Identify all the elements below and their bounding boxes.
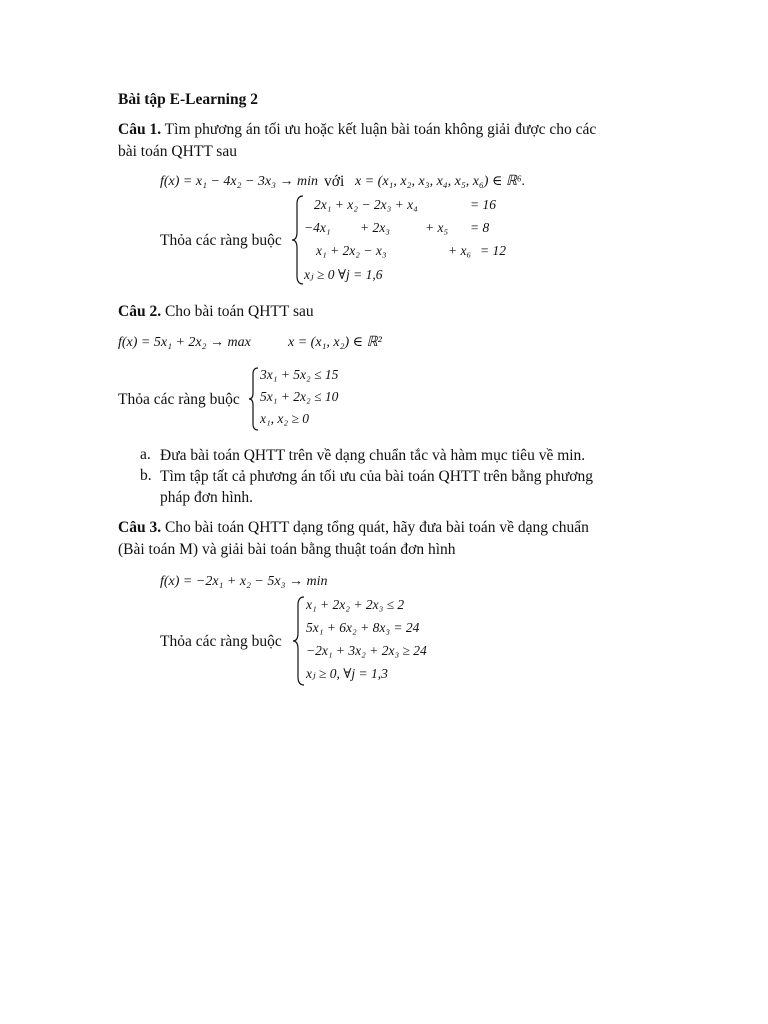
q2-objective: f(x) = 5x₁ + 2x₂ → max [118, 335, 251, 350]
q1-domain: x = (x₁, x₂, x₃, x₄, x₅, x₆) ∈ ℝ⁶. [355, 174, 526, 189]
q1-c3-rhs: = 12 [480, 243, 506, 258]
document-title: Bài tập E-Learning 2 [118, 91, 258, 108]
q1-c2-lhs: −4x₁ [304, 220, 331, 235]
q1-text: Tìm phương án tối ưu hoặc kết luận bài toán không giải được cho các [161, 121, 597, 138]
q3-c3: −2x₁ + 3x₂ + 2x₃ ≥ 24 [306, 643, 427, 658]
q3-objective: f(x) = −2x₁ + x₂ − 5x₃ → min [160, 574, 328, 589]
q2-label: Câu 2. [118, 303, 162, 320]
q1-c3-lhs: x₁ + 2x₂ − x₃ [316, 243, 387, 258]
q1-brace [291, 194, 305, 286]
q3-c1: x₁ + 2x₂ + 2x₃ ≤ 2 [306, 597, 405, 612]
q2-domain: x = (x₁, x₂) ∈ ℝ² [288, 335, 382, 350]
q2-item-b-text-line1: Tìm tập tất cả phương án tối ưu của bài toán QHTT trên bằng phương [160, 468, 594, 485]
q3-text: Cho bài toán QHTT dạng tổng quát, hãy đưa bài toán về dạng chuẩn [161, 519, 589, 536]
q3-label: Câu 3. [118, 519, 162, 536]
q1-prompt-line1 [118, 120, 596, 140]
q2-text: Cho bài toán QHTT sau [161, 303, 314, 320]
q2-constraint-label: Thỏa các ràng buộc [118, 391, 240, 408]
q2-brace [248, 366, 260, 432]
q1-objective: f(x) = x₁ − 4x₂ − 3x₃ → min [160, 174, 319, 189]
q2-item-a-mark: a. [140, 446, 151, 463]
q2-c1: 3x₁ + 5x₂ ≤ 15 [260, 367, 339, 382]
q1-label: Câu 1. [118, 121, 162, 138]
q1-c2-rhs: = 8 [470, 220, 490, 235]
q3-prompt-line2: (Bài toán M) và giải bài toán bằng thuật toán đơn hình [118, 541, 456, 558]
q3-brace [292, 595, 306, 687]
q1-constraint-label: Thỏa các ràng buộc [160, 232, 282, 249]
q3-c4: xⱼ ≥ 0, ∀j = 1,3 [306, 666, 388, 681]
q1-c1-lhs: 2x₁ + x₂ − 2x₃ + x₄ [314, 197, 418, 212]
q1-c3-x6: + x₆ [448, 243, 472, 258]
q1-c1-rhs: = 16 [470, 197, 496, 212]
q3-prompt-line1 [118, 518, 589, 538]
q1-c2-mid: + 2x₃ [360, 220, 390, 235]
q2-c3: x₁, x₂ ≥ 0 [260, 411, 310, 426]
q2-item-a-text: Đưa bài toán QHTT trên về dạng chuẩn tắc và hàm mục tiêu về min. [160, 447, 586, 464]
q2-prompt [118, 302, 314, 322]
q3-c2: 5x₁ + 6x₂ + 8x₃ = 24 [306, 620, 420, 635]
q2-item-b-text-line2: pháp đơn hình. [160, 489, 254, 506]
q1-c4: xⱼ ≥ 0 ∀j = 1,6 [304, 267, 383, 282]
q1-prompt-line2: bài toán QHTT sau [118, 143, 237, 160]
q2-c2: 5x₁ + 2x₂ ≤ 10 [260, 389, 339, 404]
q3-constraint-label: Thỏa các ràng buộc [160, 633, 282, 650]
q2-item-b-mark: b. [140, 467, 152, 484]
q1-c2-x5: + x₅ [425, 220, 449, 235]
q1-with-word: với [324, 173, 345, 190]
